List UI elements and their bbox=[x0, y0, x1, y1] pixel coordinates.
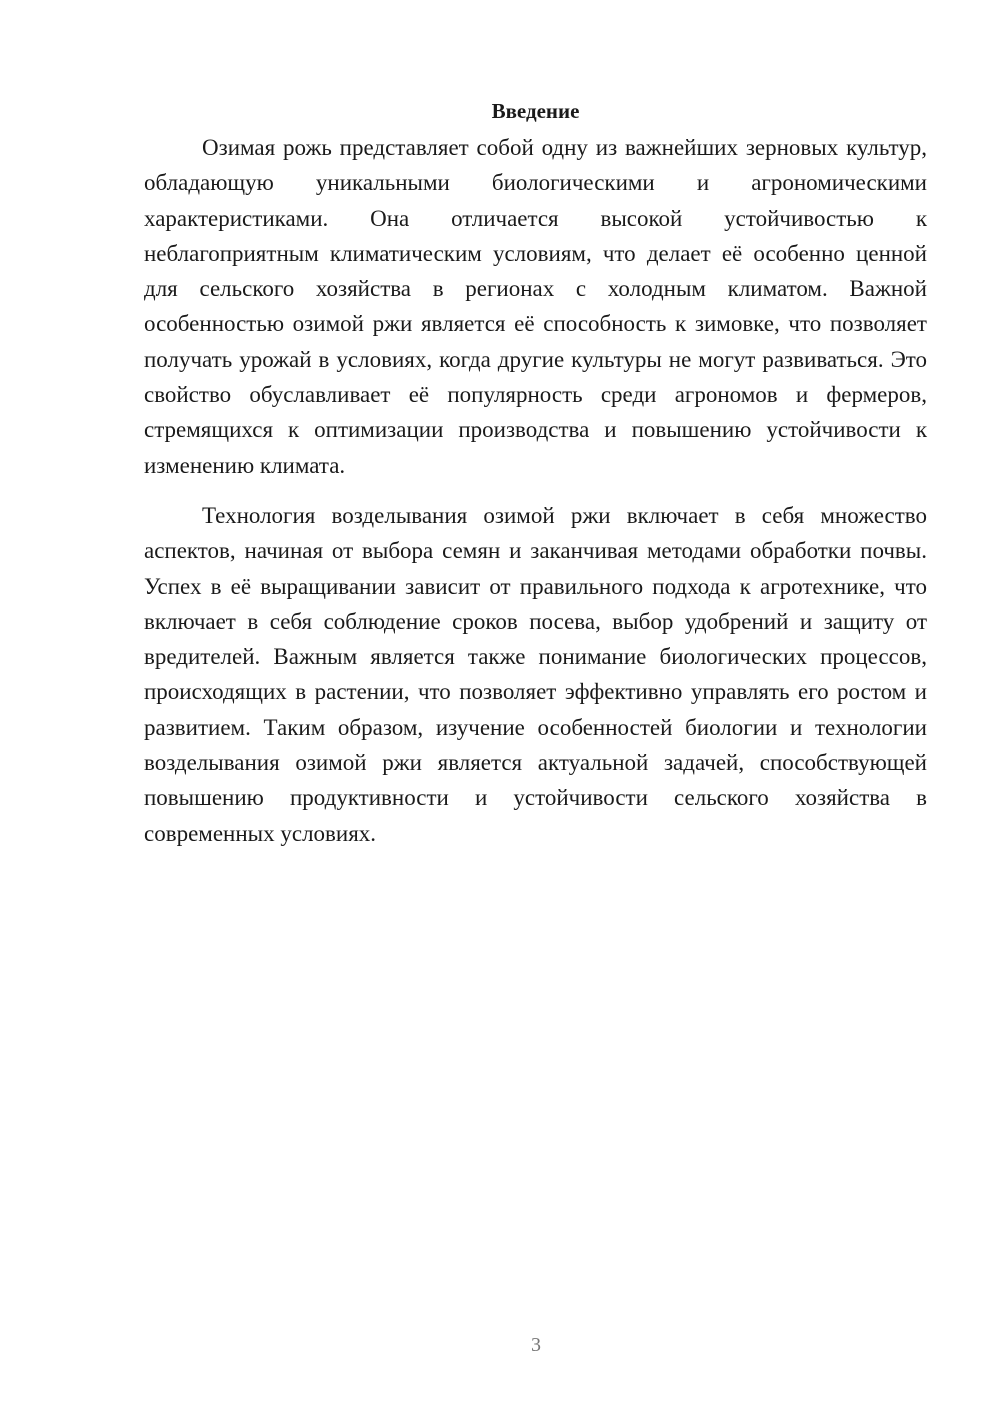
section-title: Введение bbox=[491, 99, 580, 123]
paragraph-2: Технология возделывания озимой ржи включает в себя множество аспектов, начиная от выбора семян и заканчивая методами обработки почвы. Успех в её выращивании зависит от правильного подхода к агротехнике, что включает в себя соблюдение сроков посева, выбор удобрений и защиту от вредителей. Важным является также понимание биологических процессов, происходящих в растении, что позволяет эффективно управлять его ростом и развитием. Таким образом, изучение особенностей биологии и технологии возделывания озимой ржи является актуальной задачей, способствующей повышению продуктивности и устойчивости сельского хозяйства в современных условиях. bbox=[144, 502, 927, 846]
page-content bbox=[144, 96, 927, 851]
paragraph-1: Озимая рожь представляет собой одну из важнейших зерновых культур, обладающую уникальными биологическими и агрономическими характеристиками. Она отличается высокой устойчивостью к неблагоприятным климатическим условиям, что делает её особенно ценной для сельского хозяйства в регионах с холодным климатом. Важной особенностью озимой ржи является её способность к зимовке, что позволяет получать урожай в условиях, когда другие культуры не могут развиваться. Это свойство обуславливает её популярность среди агрономов и фермеров, стремящихся к оптимизации производства и повышению устойчивости к изменению климата. bbox=[144, 135, 927, 478]
page-number: 3 bbox=[531, 1334, 541, 1356]
